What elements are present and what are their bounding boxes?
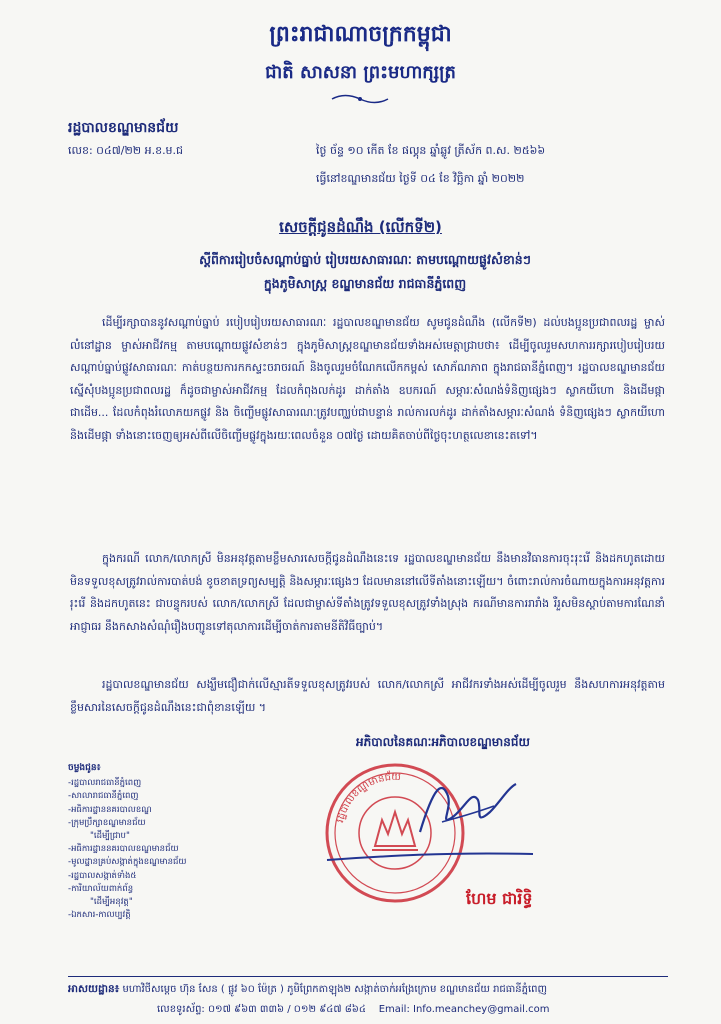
kingdom-heading: ព្រះរាជាណាចក្រកម្ពុជា bbox=[269, 22, 452, 47]
subject-line-1: ស្តីពីការរៀបចំសណ្តាប់ធ្នាប់ រៀបរយសាធារណៈ តាមបណ្តោយផ្លូវសំខាន់ៗ bbox=[199, 252, 531, 267]
footer-divider bbox=[68, 976, 668, 977]
cc-item: -រដ្ឋបាលសង្កាត់ទាំង៥ bbox=[68, 870, 137, 881]
cc-title: ចម្លងជូន៖ bbox=[68, 763, 101, 773]
ornament-divider-icon bbox=[330, 92, 390, 106]
body-paragraph-2: ក្នុងករណី លោក/លោកស្រី មិនអនុវត្តតាមខ្លឹមសារសេចក្តីជូនដំណឹងនេះទេ រដ្ឋបាលខណ្ឌមានជ័យ នឹងមានវិធានការចុះរុះរើ និងដកហូតដោយមិនទទួលខុសត្រូវរាល់ការបាត់បង់ ខូចខាតទ្រព្យសម្បត្តិ និងសម្ភារៈផ្សេងៗ ដែលមាននៅលើទីតាំងនោះឡើយ។ ចំពោះរាល់ការចំណាយក្នុងការអនុវត្តការរុះរើ និងដកហូតនេះ ជាបន្ទុករបស់ លោក/លោកស្រី ដែលជាម្ចាស់ទីតាំងត្រូវទទួលខុសត្រូវទាំងស្រុង ករណីមានការរារាំង រឺរួសមិនស្តាប់តាមការណែនាំអាជ្ញាធរ នឹងកសាងសំណុំរឿងបញ្ជូនទៅតុលាការដើម្បីចាត់ការតាមនីតិវិធីច្បាប់។ bbox=[70, 552, 665, 633]
document-title bbox=[0, 218, 721, 240]
cc-item: -រដ្ឋបាលរាជធានីភ្នំពេញ bbox=[68, 778, 142, 789]
cc-item: -ឯកសារ-កាលប្បវត្តិ bbox=[68, 910, 131, 921]
cc-item: "ដើម្បីជ្រាប" bbox=[90, 831, 130, 842]
phone-numbers: លេខទូរស័ព្ទ: ០១៧ ៩៦៣ ៣៣៦ / ០១២ ៩៤៧ ៨៦៤ bbox=[157, 1004, 366, 1015]
body-paragraph-3: រដ្ឋបាលខណ្ឌមានជ័យ សង្ឃឹមជឿជាក់លើស្មារតីទទួលខុសត្រូវរបស់ លោក/លោកស្រី អាជីវករទាំងអស់ដើម្បីចូលរួម នឹងសហការអនុវត្តតាមខ្លឹមសារនៃសេចក្តីជូនដំណឹងនេះជាពុំខានឡើយ ។ bbox=[70, 678, 665, 714]
signatory-title: អភិបាលនៃគណៈអភិបាលខណ្ឌមានជ័យ bbox=[356, 735, 530, 749]
subject-line-2: ក្នុងភូមិសាស្ត្រ ខណ្ឌមានជ័យ រាជធានីភ្នំពេញ bbox=[263, 276, 467, 291]
document-title-text: សេចក្តីជូនដំណឹង (លើកទី២) bbox=[279, 218, 442, 236]
address-text: មហាវិថីសម្តេច ហ៊ុន សែន ( ផ្លូវ ៦០ ម៉ែត្រ ) ភូមិព្រែកតាឡុង២ សង្កាត់ចាក់អង្រែក្រោម ខណ្ឌមានជ័យ រាជធានីភ្នំពេញ bbox=[122, 984, 548, 995]
cc-item: -ការិយាល័យពាក់ព័ន្ធ bbox=[68, 883, 134, 894]
signatory-name: ហែម ជារិទ្ធិ bbox=[466, 889, 533, 908]
reference-number: លេខ: ០៤៧/២២ អ.ខ.ម.ជ bbox=[68, 144, 184, 157]
footer-address bbox=[68, 982, 688, 998]
issuing-office: រដ្ឋបាលខណ្ឌមានជ័យ bbox=[68, 120, 179, 136]
cc-item: "ដើម្បីអនុវត្ត" bbox=[90, 897, 133, 908]
cc-item: -ក្រុមប្រឹក្សាខណ្ឌមានជ័យ bbox=[68, 817, 146, 828]
signature-underline-icon bbox=[325, 850, 535, 864]
cc-item: -អធិការដ្ឋាននគរបាលខណ្ឌមានជ័យ bbox=[68, 844, 179, 855]
solar-date: ធ្វើនៅខណ្ឌមានជ័យ ថ្ងៃទី ០៤ ខែ វិច្ឆិកា ឆ្នាំ ២០២២ bbox=[316, 172, 525, 185]
email-link[interactable]: Email: Info.meanchey@gmail.com bbox=[378, 1004, 550, 1015]
seal-text: រដ្ឋបាលខណ្ឌមានជ័យ bbox=[335, 771, 401, 824]
cc-item: -អធិការដ្ឋាននគរបាលខណ្ឌ bbox=[68, 804, 152, 815]
subject bbox=[70, 248, 660, 296]
motto-heading: ជាតិ សាសនា ព្រះមហាក្សត្រ bbox=[265, 62, 456, 83]
lunar-date: ថ្ងៃ ច័ន្ទ ១០ កើត ខែ ផល្គុន ឆ្នាំឆ្លូវ ត្រីស័ក ព.ស. ២៥៦៦ bbox=[316, 144, 546, 157]
signature-icon bbox=[412, 776, 522, 846]
body-paragraph-1: ដើម្បីរក្សាបាននូវសណ្តាប់ធ្នាប់ របៀបរៀបរយសាធារណៈ រដ្ឋបាលខណ្ឌមានជ័យ សូមជូនដំណឹង (លើកទី២) ដល់បងប្អូនប្រជាពលរដ្ឋ ម្ចាស់លំនៅដ្ឋាន ម្ចាស់អាជីវកម្ម តាមបណ្តោយផ្លូវសំខាន់ៗ ក្នុងភូមិសាស្ត្រខណ្ឌមានជ័យទាំងអស់មេត្តាជ្រាបថា៖ ដើម្បីចូលរួមសហការរក្សារបៀបរៀបរយ សណ្តាប់ធ្នាប់ផ្លូវសាធារណៈ កាត់បន្ថយការកកស្ទះចរាចរណ៍ និងចូលរួមចំណែកលើកកម្ពស់ សោភ័ណភាព ក្នុងរាជធានីភ្នំពេញ។ រដ្ឋបាលខណ្ឌមានជ័យ ស្នើសុំបងប្អូនប្រជាពលរដ្ឋ ក៏ដូចជាម្ចាស់អាជីវកម្ម ដែលកំពុងលក់ដូរ ដាក់តាំង ឧបករណ៍ សម្ភារៈសំណង់ទំនិញផ្សេងៗ ស្លាកយីហោ និងដើមផ្កាជាដើម... ដែលកំពុងរំលោភយកផ្លូវ និង ចិញ្ចើមផ្លូវសាធារណៈត្រូវបញ្ឈប់ជាបន្ទាន់ រាល់ការលក់ដូរ ដាក់តាំងសម្ភារៈសំណង់ ទំនិញផ្សេងៗ ស្លាកយីហោ និងដើមផ្កា ទាំងនោះចេញឲ្យអស់ពីលើចិញ្ចើមផ្លូវក្នុងរយៈពេលចំនួន ០៧ថ្ងៃ ដោយគិតចាប់ពីថ្ងៃចុះហត្ថលេខានេះតទៅ។ bbox=[70, 316, 665, 442]
cc-item: -សាលារាជធានីភ្នំពេញ bbox=[68, 791, 139, 802]
footer-contact bbox=[157, 1002, 550, 1017]
cc-item: -មូលដ្ឋានគ្រប់សង្កាត់ក្នុងខណ្ឌមានជ័យ bbox=[68, 857, 187, 868]
address-label: អាសយដ្ឋាន៖ bbox=[68, 983, 120, 995]
cc-list bbox=[68, 762, 187, 922]
